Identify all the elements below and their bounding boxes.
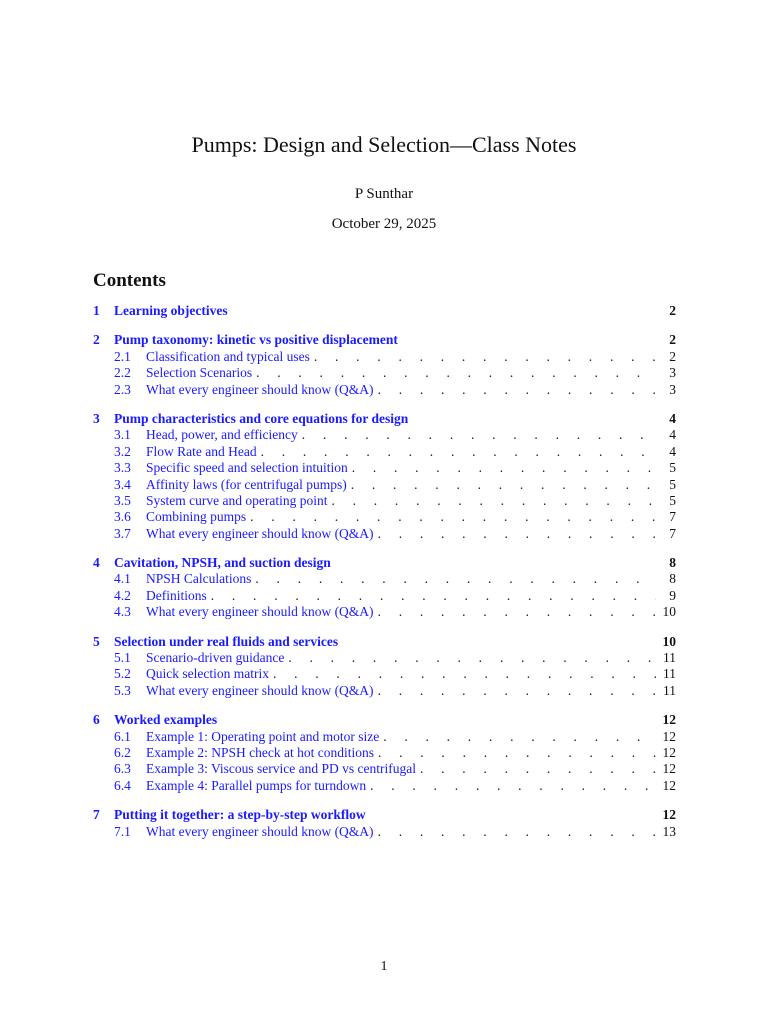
toc-page-number: 4 bbox=[669, 443, 676, 459]
toc-page-number: 11 bbox=[663, 682, 676, 698]
toc-page-number: 12 bbox=[662, 728, 676, 744]
toc-page-number: 4 bbox=[669, 427, 676, 443]
toc-page-number: 12 bbox=[662, 761, 676, 777]
toc-subsection-entry[interactable] bbox=[93, 365, 676, 381]
toc-page-number: 9 bbox=[669, 587, 676, 603]
toc-subsection-entry[interactable] bbox=[93, 650, 676, 666]
toc-page-number: 2 bbox=[669, 332, 676, 348]
toc-subsection-entry[interactable] bbox=[93, 588, 676, 604]
toc-section-link[interactable]: Cavitation, NPSH, and suction design bbox=[114, 555, 331, 571]
toc-subsection-entry[interactable] bbox=[93, 745, 676, 761]
toc-page-number: 7 bbox=[669, 525, 676, 541]
page-number: 1 bbox=[380, 959, 388, 974]
toc-section-link[interactable]: Learning objectives bbox=[114, 303, 228, 318]
toc-subsection-number[interactable]: 6.4 bbox=[114, 777, 131, 793]
toc-subsection-number[interactable]: 3.1 bbox=[114, 427, 131, 443]
toc-subsection-entry[interactable] bbox=[93, 571, 676, 587]
toc-section-link[interactable]: Pump taxonomy: kinetic vs positive displacement bbox=[114, 332, 398, 348]
toc-subsection-number[interactable]: 2.2 bbox=[114, 365, 131, 381]
toc-subsection-link[interactable]: NPSH Calculations bbox=[146, 571, 252, 587]
toc-subsection-number[interactable]: 3.2 bbox=[114, 443, 131, 459]
toc-page-number: 2 bbox=[669, 303, 676, 318]
toc-section-number[interactable]: 1 bbox=[93, 303, 100, 318]
toc-dot-leader bbox=[250, 509, 656, 525]
toc-page-number: 2 bbox=[669, 348, 676, 364]
toc-page-number: 13 bbox=[662, 823, 676, 839]
toc-subsection-number[interactable]: 6.1 bbox=[114, 728, 131, 744]
document-title: Pumps: Design and Selection—Class Notes bbox=[191, 132, 577, 157]
toc-subsection-link[interactable]: Specific speed and selection intuition bbox=[146, 460, 348, 476]
toc-dot-leader bbox=[370, 778, 656, 794]
toc-page-number: 10 bbox=[662, 633, 676, 649]
toc-page-number: 8 bbox=[669, 571, 676, 587]
toc-subsection-link[interactable]: What every engineer should know (Q&A) bbox=[146, 525, 374, 541]
toc-subsection-entry[interactable] bbox=[93, 493, 676, 509]
toc-subsection-number[interactable]: 5.2 bbox=[114, 666, 131, 682]
toc-dot-leader bbox=[255, 571, 656, 587]
toc-subsection-number[interactable]: 4.2 bbox=[114, 587, 131, 603]
toc-subsection-link[interactable]: What every engineer should know (Q&A) bbox=[146, 381, 374, 397]
contents-heading: Contents bbox=[93, 270, 166, 291]
toc-page-number: 12 bbox=[662, 744, 676, 760]
document-author: P Sunthar bbox=[354, 186, 414, 202]
toc-subsection-entry[interactable] bbox=[93, 604, 676, 620]
toc-dot-leader bbox=[378, 382, 656, 398]
toc-section bbox=[93, 411, 676, 542]
toc-page-number: 11 bbox=[663, 650, 676, 666]
toc-subsection-link[interactable]: Example 4: Parallel pumps for turndown bbox=[146, 777, 367, 793]
toc-subsection-number[interactable]: 6.2 bbox=[114, 744, 131, 760]
toc-section-link[interactable]: Worked examples bbox=[114, 712, 218, 728]
toc-subsection-link[interactable]: Head, power, and efficiency bbox=[146, 427, 298, 443]
toc-subsection-number[interactable]: 5.1 bbox=[114, 650, 131, 666]
toc-section-entry[interactable] bbox=[93, 303, 676, 319]
toc-section bbox=[93, 332, 676, 398]
toc-subsection-link[interactable]: Combining pumps bbox=[146, 509, 247, 525]
toc-subsection-number[interactable]: 3.4 bbox=[114, 476, 131, 492]
toc-section-link[interactable]: Putting it together: a step-by-step workflow bbox=[114, 807, 366, 823]
toc-subsection-link[interactable]: Affinity laws (for centrifugal pumps) bbox=[146, 476, 347, 492]
toc-subsection-link[interactable]: Classification and typical uses bbox=[146, 348, 310, 364]
toc-dot-leader bbox=[261, 444, 656, 460]
toc-subsection-entry[interactable] bbox=[93, 778, 676, 794]
toc-section-number[interactable]: 4 bbox=[93, 555, 100, 571]
toc-subsection-link[interactable]: Flow Rate and Head bbox=[146, 443, 257, 459]
toc-subsection-link[interactable]: Example 2: NPSH check at hot conditions bbox=[146, 744, 374, 760]
toc-dot-leader bbox=[378, 824, 656, 840]
toc-section bbox=[93, 303, 676, 319]
toc-dot-leader bbox=[256, 365, 656, 381]
toc-page-number: 5 bbox=[669, 476, 676, 492]
toc-section-link[interactable]: Pump characteristics and core equations for design bbox=[114, 410, 409, 426]
toc-subsection-link[interactable]: What every engineer should know (Q&A) bbox=[146, 682, 374, 698]
toc-section-entry[interactable] bbox=[93, 634, 676, 650]
toc-section bbox=[93, 555, 676, 621]
toc-section-entry[interactable] bbox=[93, 411, 676, 427]
toc-subsection-number[interactable]: 6.3 bbox=[114, 761, 131, 777]
toc-subsection-link[interactable]: Definitions bbox=[146, 587, 207, 603]
toc-dot-leader bbox=[351, 477, 656, 493]
toc-subsection-entry[interactable] bbox=[93, 683, 676, 699]
toc-page-number: 12 bbox=[662, 712, 676, 728]
toc-subsection-number[interactable]: 4.1 bbox=[114, 571, 131, 587]
toc-section-entry[interactable] bbox=[93, 332, 676, 348]
toc-section-number[interactable]: 2 bbox=[93, 332, 100, 348]
toc-dot-leader bbox=[378, 526, 656, 542]
toc-section-number[interactable]: 5 bbox=[93, 633, 100, 649]
toc-page-number: 12 bbox=[662, 807, 676, 823]
toc-section bbox=[93, 712, 676, 794]
toc-page-number: 3 bbox=[669, 365, 676, 381]
toc-subsection-entry[interactable] bbox=[93, 509, 676, 525]
toc-page-number: 11 bbox=[663, 666, 676, 682]
toc-subsection-link[interactable]: Selection Scenarios bbox=[146, 365, 253, 381]
toc-subsection-entry[interactable] bbox=[93, 460, 676, 476]
toc-subsection-entry[interactable] bbox=[93, 349, 676, 365]
toc-section-entry[interactable] bbox=[93, 555, 676, 571]
toc-section-number[interactable]: 7 bbox=[93, 807, 100, 823]
toc-subsection-entry[interactable] bbox=[93, 526, 676, 542]
toc-dot-leader bbox=[211, 588, 656, 604]
toc-dot-leader bbox=[378, 604, 656, 620]
toc-page-number: 12 bbox=[662, 777, 676, 793]
toc-page-number: 7 bbox=[669, 509, 676, 525]
toc-subsection-number[interactable]: 7.1 bbox=[114, 823, 131, 839]
toc-subsection-link[interactable]: Scenario-driven guidance bbox=[146, 650, 285, 666]
toc-subsection-number[interactable]: 3.5 bbox=[114, 492, 131, 508]
toc-dot-leader bbox=[352, 460, 656, 476]
toc-section bbox=[93, 634, 676, 700]
toc-subsection-link[interactable]: Example 3: Viscous service and PD vs centrifugal bbox=[146, 761, 416, 777]
toc-dot-leader bbox=[420, 761, 656, 777]
toc-subsection-number[interactable]: 3.3 bbox=[114, 460, 131, 476]
toc-subsection-number[interactable]: 5.3 bbox=[114, 682, 131, 698]
toc-subsection-link[interactable]: What every engineer should know (Q&A) bbox=[146, 604, 374, 620]
toc-section-entry[interactable] bbox=[93, 807, 676, 823]
toc-subsection-number[interactable]: 2.1 bbox=[114, 348, 131, 364]
toc-dot-leader bbox=[302, 427, 656, 443]
document-date: October 29, 2025 bbox=[331, 216, 437, 232]
toc-section-link[interactable]: Selection under real fluids and services bbox=[114, 633, 339, 649]
toc-dot-leader bbox=[378, 745, 656, 761]
toc-subsection-number[interactable]: 2.3 bbox=[114, 381, 131, 397]
toc-page-number: 8 bbox=[669, 555, 676, 571]
toc-dot-leader bbox=[288, 650, 656, 666]
toc-subsection-entry[interactable] bbox=[93, 382, 676, 398]
toc-subsection-entry[interactable] bbox=[93, 444, 676, 460]
toc-subsection-entry[interactable] bbox=[93, 761, 676, 777]
toc-page-number: 5 bbox=[669, 492, 676, 508]
toc-subsection-entry[interactable] bbox=[93, 729, 676, 745]
toc-section-entry[interactable] bbox=[93, 712, 676, 728]
toc-subsection-number[interactable]: 4.3 bbox=[114, 604, 131, 620]
toc-subsection-number[interactable]: 3.6 bbox=[114, 509, 131, 525]
toc-section-number[interactable]: 6 bbox=[93, 712, 100, 728]
toc-dot-leader bbox=[314, 349, 656, 365]
toc-page-number: 4 bbox=[669, 410, 676, 426]
toc-subsection-entry[interactable] bbox=[93, 427, 676, 443]
toc-dot-leader bbox=[378, 683, 656, 699]
toc-subsection-link[interactable]: Example 1: Operating point and motor size bbox=[146, 728, 380, 744]
toc-subsection-entry[interactable] bbox=[93, 666, 676, 682]
toc-dot-leader bbox=[331, 493, 656, 509]
toc-page-number: 3 bbox=[669, 381, 676, 397]
toc-subsection-link[interactable]: Quick selection matrix bbox=[146, 666, 269, 682]
toc-subsection-link[interactable]: System curve and operating point bbox=[146, 492, 328, 508]
toc-subsection-number[interactable]: 3.7 bbox=[114, 525, 131, 541]
toc-dot-leader bbox=[383, 729, 656, 745]
table-of-contents bbox=[93, 303, 676, 853]
toc-section-number[interactable]: 3 bbox=[93, 410, 100, 426]
toc-page-number: 5 bbox=[669, 460, 676, 476]
toc-subsection-entry[interactable] bbox=[93, 477, 676, 493]
toc-section bbox=[93, 807, 676, 840]
toc-page-number: 10 bbox=[662, 604, 676, 620]
toc-subsection-link[interactable]: What every engineer should know (Q&A) bbox=[146, 823, 374, 839]
toc-subsection-entry[interactable] bbox=[93, 824, 676, 840]
toc-dot-leader bbox=[273, 666, 656, 682]
